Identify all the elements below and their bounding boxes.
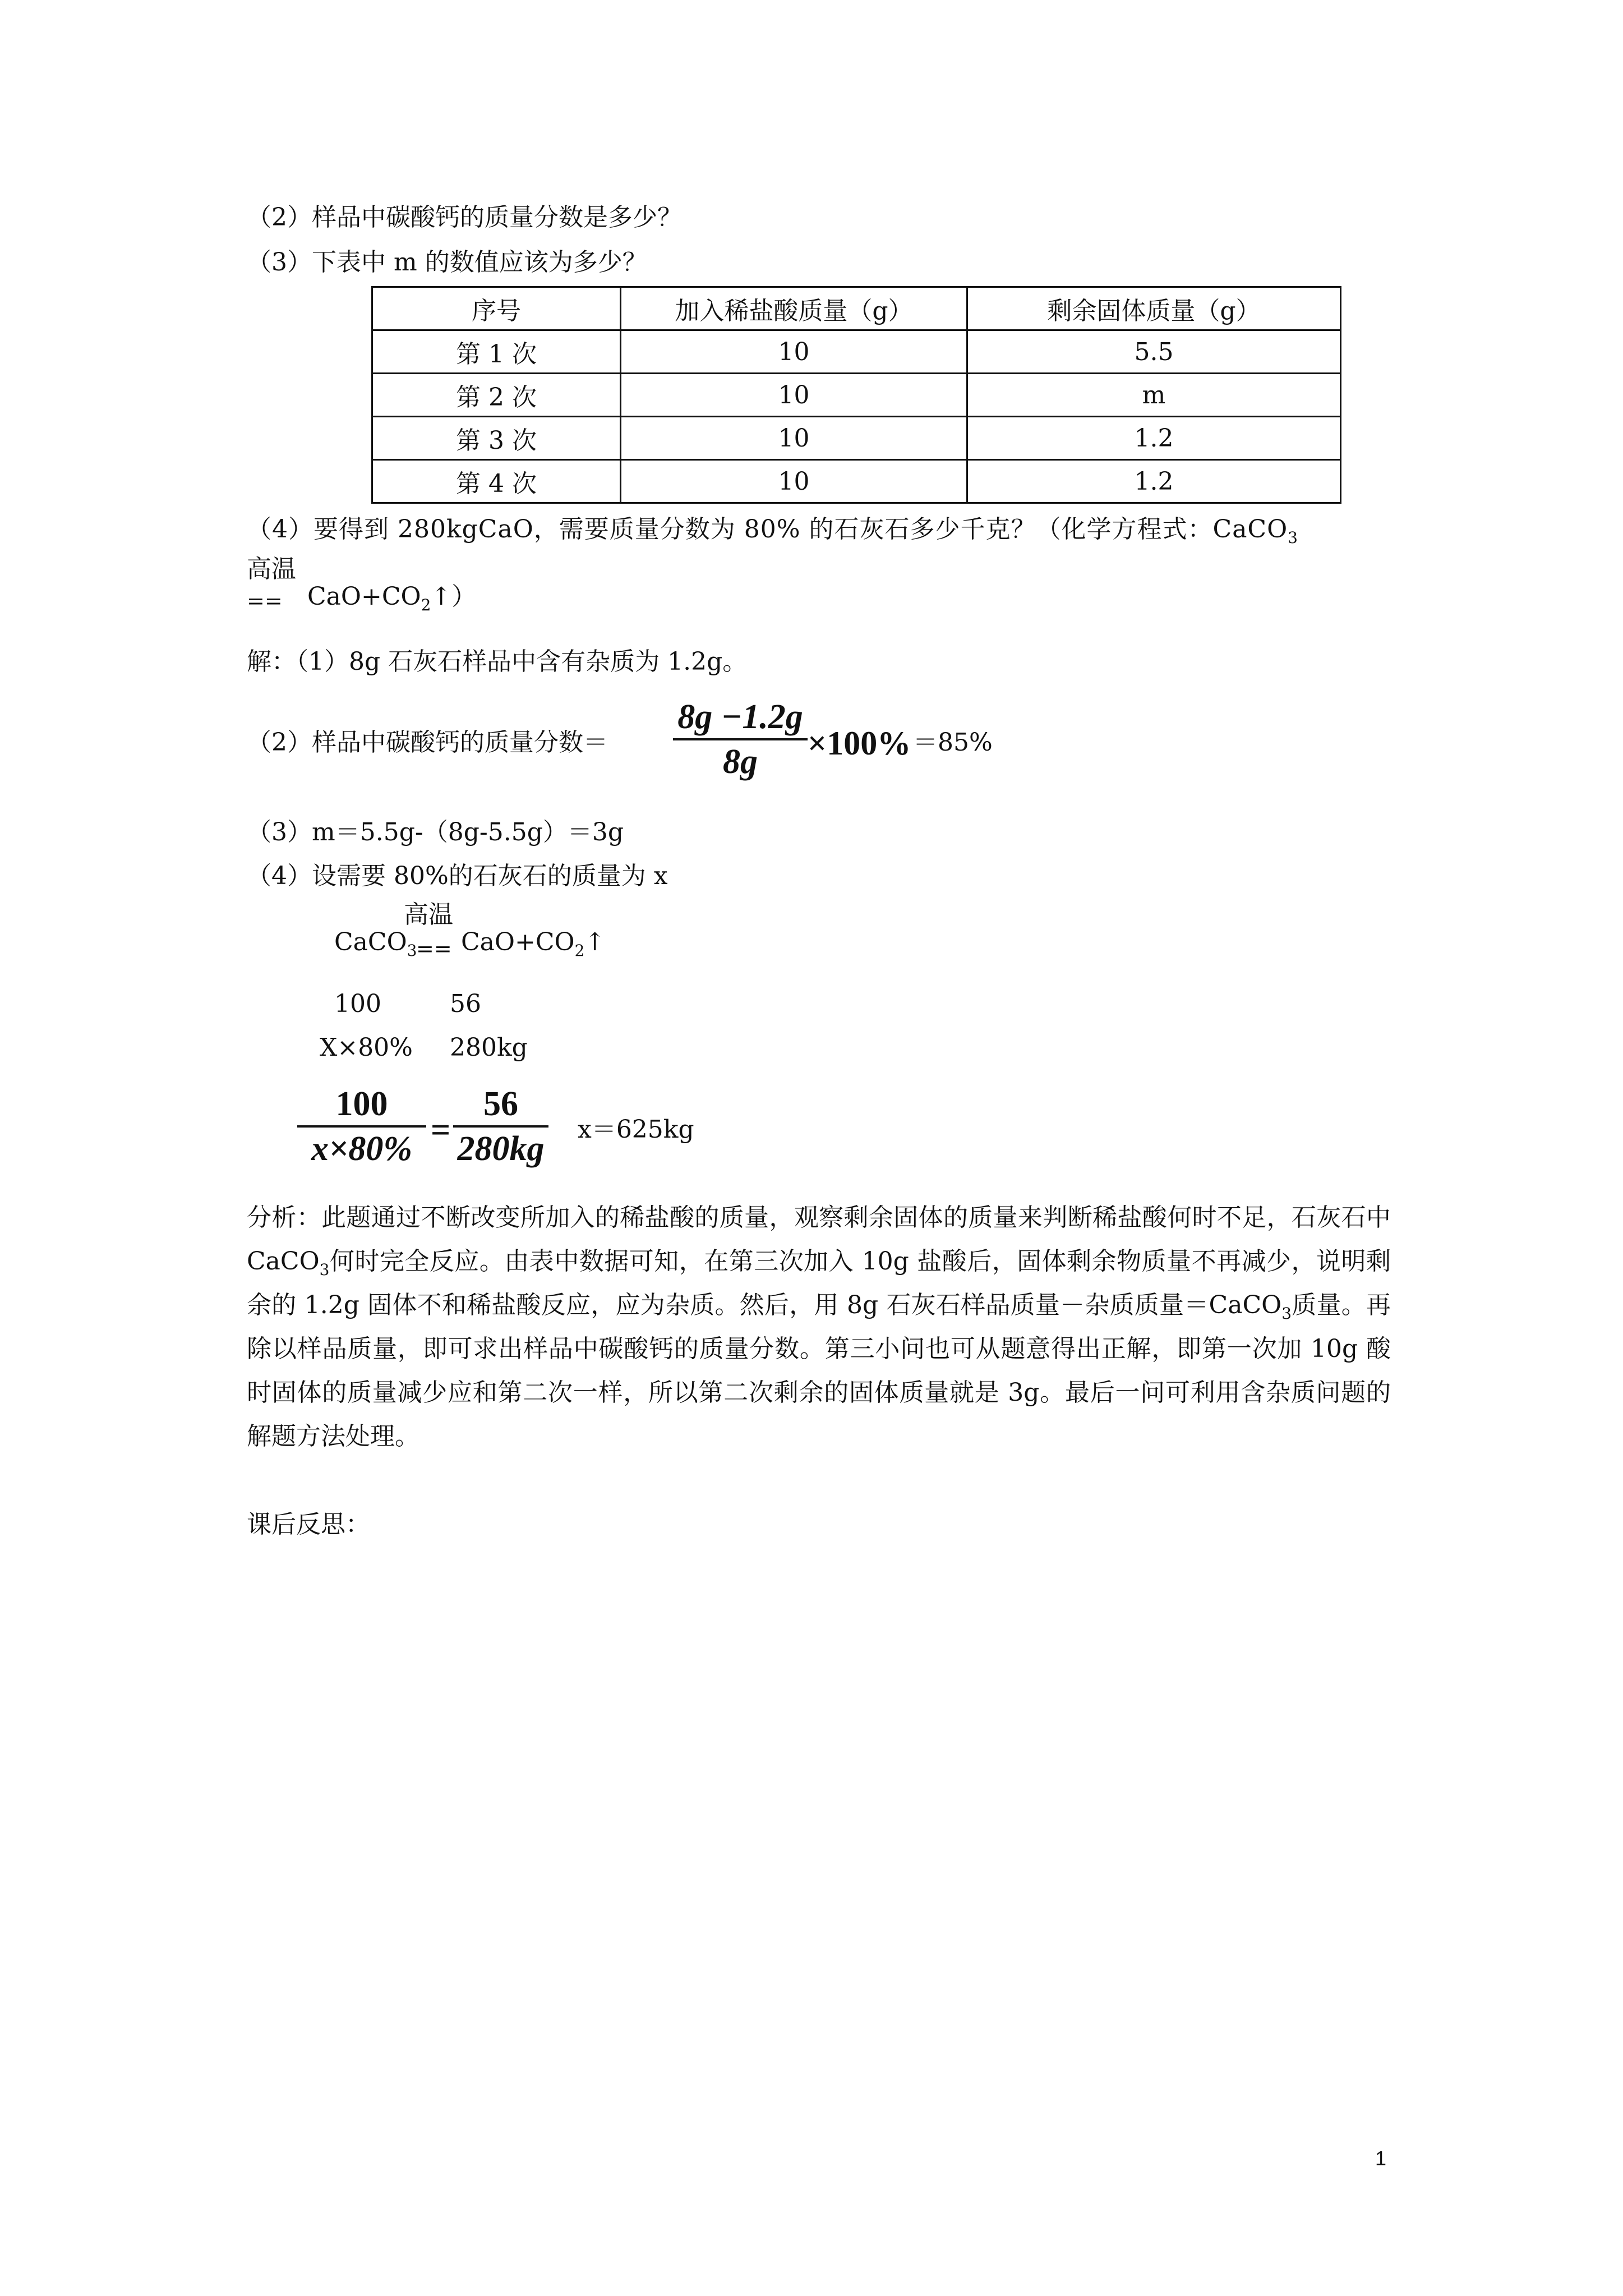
- subscript: 3: [1281, 1304, 1292, 1323]
- question-3: （3）下表中 m 的数值应该为多少？: [247, 248, 647, 277]
- fraction-mass-percent: [673, 696, 808, 783]
- solution-2-label: （2）样品中碳酸钙的质量分数＝: [247, 728, 608, 757]
- table-header: 序号: [372, 287, 621, 330]
- mass-value: 100: [334, 990, 381, 1018]
- equation-product: [461, 927, 605, 958]
- equals-sign: ==: [416, 936, 452, 961]
- table-row: [372, 374, 1341, 417]
- analysis-text: 分析：此题通过不断改变所加入的稀盐酸的质量，观察剩余固体的质量来判断稀盐酸何时不足，石灰石中 CaCO: [247, 1203, 1391, 1276]
- table-cell: 1.2: [967, 417, 1341, 460]
- solution-2-result: ＝85%: [913, 728, 993, 757]
- up-arrow-icon: ↑: [584, 928, 606, 956]
- subscript: 3: [319, 1260, 330, 1279]
- table-cell: 第 2 次: [372, 374, 621, 417]
- table-cell: 10: [621, 460, 967, 503]
- mass-value: 280kg: [450, 1033, 528, 1062]
- multiplier: ×100%: [808, 725, 911, 762]
- analysis-text: 何时完全反应。由表中数据可知，在第三次加入 10g 盐酸后，固体剩余物质量不再减少，说明剩余的 1.2g 固体不和稀盐酸反应，应为杂质。然后，用 8g 石灰石样品质量－杂质质量＝CaCO: [247, 1247, 1391, 1319]
- subscript: 2: [574, 941, 585, 960]
- fraction-denominator: 280kg: [457, 1130, 545, 1168]
- ratio-fraction-right: [453, 1083, 548, 1170]
- table-header-row: [372, 287, 1341, 330]
- mass-value: X×80%: [320, 1033, 413, 1062]
- data-table: [371, 286, 1341, 504]
- table-cell: 10: [621, 330, 967, 374]
- table-row: [372, 460, 1341, 503]
- table-cell: 第 4 次: [372, 460, 621, 503]
- mass-value: 56: [450, 990, 481, 1018]
- question-2: （2）样品中碳酸钙的质量分数是多少？: [247, 203, 682, 232]
- table-cell: 第 3 次: [372, 417, 621, 460]
- analysis-paragraph: [247, 1196, 1391, 1458]
- equation-reactant: [334, 927, 417, 958]
- question-4-tail: [307, 581, 476, 613]
- table-cell: 10: [621, 417, 967, 460]
- solution-4: （4）设需要 80%的石灰石的质量为 x: [247, 862, 668, 890]
- reactant-formula: CaCO: [334, 928, 407, 956]
- subscript: 3: [407, 941, 417, 960]
- subscript: 2: [421, 596, 431, 614]
- table-cell: m: [967, 374, 1341, 417]
- table-cell: 10: [621, 374, 967, 417]
- fraction-numerator: 8g −1.2g: [677, 698, 803, 736]
- table-cell: 5.5: [967, 330, 1341, 374]
- solution-3: （3）m＝5.5g-（8g-5.5g）＝3g: [247, 818, 624, 846]
- table-header: 剩余固体质量（g）: [967, 287, 1341, 330]
- ratio-equals: =: [431, 1111, 451, 1149]
- reflection-heading: 课后反思：: [247, 1510, 370, 1539]
- arrow-text: ↑）: [431, 582, 477, 611]
- reaction-condition: 高温: [404, 900, 453, 929]
- analysis-text: 质量。再除以样品质量，即可求出样品中碳酸钙的质量分数。第三小问也可从题意得出正解，即第一次加 10g 酸时固体的质量减少应和第二次一样，所以第二次剩余的固体质量就是 3g。最后一问可利用含杂质问题的解题方法处理。: [247, 1291, 1391, 1451]
- table-cell: 第 1 次: [372, 330, 621, 374]
- solution-1: 解：（1）8g 石灰石样品中含有杂质为 1.2g。: [247, 647, 748, 676]
- page-number: 1: [1375, 2147, 1387, 2170]
- ratio-fraction-left: [297, 1083, 426, 1170]
- reaction-condition: 高温: [247, 555, 296, 583]
- fraction-denominator: 8g: [723, 743, 758, 781]
- table-row: [372, 417, 1341, 460]
- table-cell: 1.2: [967, 460, 1341, 503]
- equals-sign: ==: [247, 588, 283, 613]
- fraction-denominator: x×80%: [311, 1130, 412, 1168]
- subscript: 3: [1288, 528, 1298, 547]
- question-4: [247, 514, 1298, 545]
- fraction-numerator: 100: [335, 1085, 388, 1123]
- product-formula: CaO+CO: [461, 928, 575, 956]
- product-formula: CaO+CO: [307, 582, 421, 611]
- ratio-result: x＝625kg: [578, 1115, 694, 1144]
- table-header: 加入稀盐酸质量（g）: [621, 287, 967, 330]
- question-4-text: （4）要得到 280kgCaO，需要质量分数为 80% 的石灰石多少千克？（化学方程式：CaCO: [247, 515, 1288, 544]
- table-row: [372, 330, 1341, 374]
- fraction-numerator: 56: [483, 1085, 518, 1123]
